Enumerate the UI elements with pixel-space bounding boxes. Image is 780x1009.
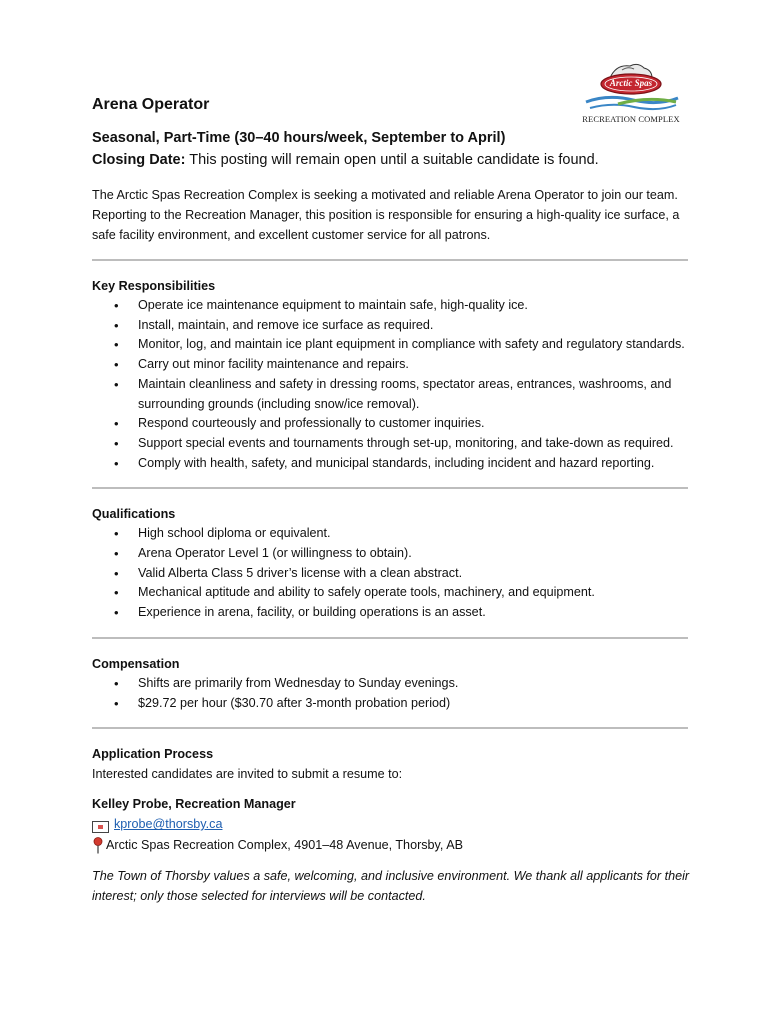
section-divider	[92, 727, 688, 729]
list-item	[92, 335, 692, 355]
page-title: Arena Operator	[92, 96, 210, 113]
bullet-icon: •	[114, 435, 119, 451]
bullet-icon: •	[114, 605, 119, 621]
list-item-text: Arena Operator Level 1 (or willingness to obtain).	[138, 546, 412, 561]
contact-address-row	[92, 835, 692, 856]
bullet-icon: •	[114, 317, 119, 333]
list-item	[92, 316, 692, 336]
list-item	[92, 564, 692, 584]
responsibilities-list	[92, 296, 692, 473]
application-text: Interested candidates are invited to submit a resume to:	[92, 767, 403, 782]
logo-tagline: RECREATION COMPLEX	[582, 114, 680, 124]
closing-note: The Town of Thorsby values a safe, welcoming, and inclusive environment. We thank all applicants for their interest; only those selected for interviews will be contacted.	[92, 869, 690, 904]
closing-date	[92, 150, 692, 170]
pushpin-icon	[92, 837, 104, 854]
closing-date-text: This posting will remain open until a suitable candidate is found.	[189, 152, 599, 168]
bullet-icon: •	[114, 298, 119, 313]
bullet-icon: •	[114, 416, 119, 432]
list-item-text: Carry out minor facility maintenance and repairs.	[138, 357, 409, 372]
bullet-icon: •	[114, 376, 119, 392]
list-item	[92, 583, 692, 603]
bullet-icon: •	[114, 585, 119, 601]
application-heading: Application Process	[92, 747, 214, 762]
bullet-icon: •	[114, 675, 119, 691]
bullet-icon: •	[114, 565, 119, 581]
bullet-icon: •	[114, 337, 119, 353]
list-item-text: Mechanical aptitude and ability to safely operate tools, machinery, and equipment.	[138, 585, 595, 600]
list-item-text: Install, maintain, and remove ice surface as required.	[138, 317, 434, 332]
list-item-text: Experience in arena, facility, or building operations is an asset.	[138, 605, 486, 620]
list-item	[92, 544, 692, 564]
job-subtitle: Seasonal, Part-Time (30–40 hours/week, September to April)	[92, 130, 506, 146]
responsibilities-heading: Key Responsibilities	[92, 279, 216, 293]
list-item	[92, 296, 692, 316]
envelope-icon	[92, 819, 109, 831]
list-item-text: $29.72 per hour ($30.70 after 3-month probation period)	[138, 695, 451, 710]
bullet-icon: •	[114, 357, 119, 373]
list-item-text: Shifts are primarily from Wednesday to Sunday evenings.	[138, 675, 459, 690]
section-divider	[92, 487, 688, 489]
list-item-text: Comply with health, safety, and municipal standards, including incident and hazard reporting.	[138, 455, 655, 470]
list-item	[92, 375, 692, 414]
list-item-text: High school diploma or equivalent.	[138, 526, 331, 541]
compensation-heading: Compensation	[92, 656, 180, 671]
list-item	[92, 524, 692, 544]
compensation-list	[92, 674, 692, 713]
list-item	[92, 674, 692, 694]
list-item-text: Respond courteously and professionally to customer inquiries.	[138, 416, 485, 431]
intro-paragraph: The Arctic Spas Recreation Complex is seeking a motivated and reliable Arena Operator to join our team. Reporting to the Recreation Manager, this position is responsible for ensuring a high-quality ice surface, a safe facility environment, and excellent customer service for all patrons.	[92, 188, 680, 242]
list-item-text: Maintain cleanliness and safety in dressing rooms, spectator areas, entrances, washrooms, and surrounding grounds (including snow/ice removal).	[138, 376, 672, 411]
bullet-icon: •	[114, 695, 119, 711]
email-link[interactable]: kprobe@thorsby.ca	[114, 817, 223, 832]
list-item-text: Monitor, log, and maintain ice plant equipment in compliance with safety and regulatory standards.	[138, 337, 685, 352]
section-divider	[92, 637, 688, 639]
list-item-text: Support special events and tournaments through set-up, monitoring, and take-down as required.	[138, 435, 674, 450]
contact-email-row	[92, 814, 692, 835]
qualifications-list	[92, 524, 692, 623]
list-item	[92, 694, 692, 714]
contact-name: Kelley Probe, Recreation Manager	[92, 797, 296, 812]
list-item-text: Operate ice maintenance equipment to maintain safe, high-quality ice.	[138, 298, 528, 312]
address-text: Arctic Spas Recreation Complex, 4901–48 Avenue, Thorsby, AB	[106, 838, 464, 853]
closing-date-label: Closing Date:	[92, 152, 186, 168]
logo-brand-text: Arctic Spas	[609, 78, 653, 88]
bullet-icon: •	[114, 546, 119, 562]
job-posting	[92, 92, 692, 906]
list-item	[92, 454, 692, 474]
list-item	[92, 434, 692, 454]
section-divider	[92, 259, 688, 261]
list-item-text: Valid Alberta Class 5 driver’s license with a clean abstract.	[138, 565, 463, 580]
qualifications-heading: Qualifications	[92, 507, 176, 522]
list-item	[92, 414, 692, 434]
bullet-icon: •	[114, 455, 119, 471]
list-item	[92, 603, 692, 623]
bullet-icon: •	[114, 526, 119, 542]
list-item	[92, 355, 692, 375]
